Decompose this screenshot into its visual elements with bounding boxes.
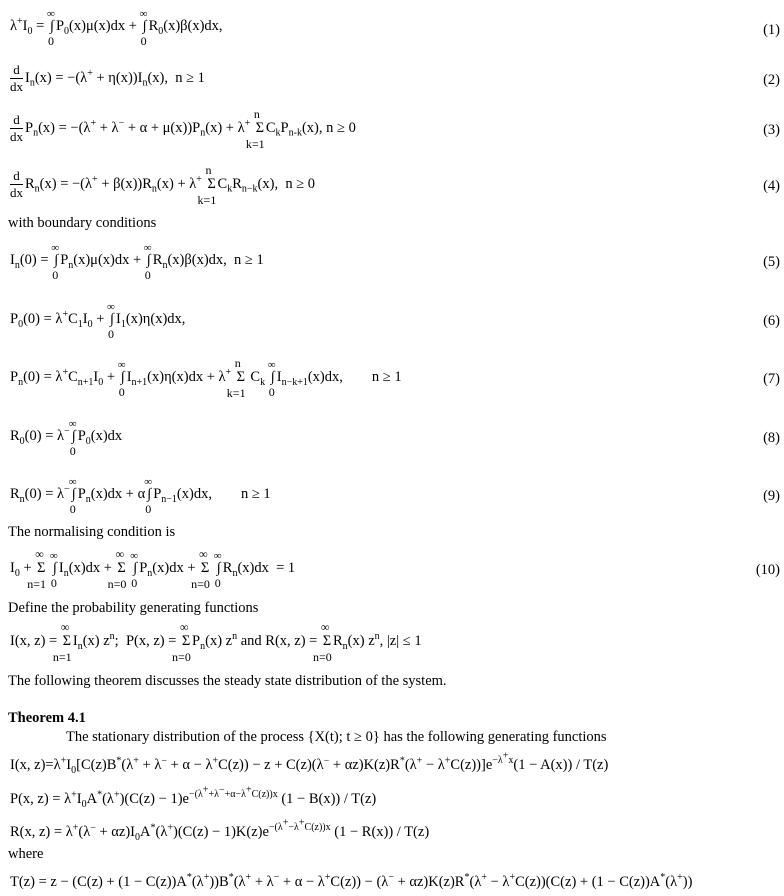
equation-8: $R_0(0) = \lambda^-$ ∫ ∞ 0 $P_0(x)dx$ — [10, 418, 123, 458]
gf-R: R(x, $z) = \lambda^+(\lambda^- + \alpha z)I_0A^*(\lambda^+)(C(z) - 1)K(z)e^{-(\lambda^+-\lambda^+C(z))x}$ (1 − R(x)) / T(z) — [10, 818, 430, 844]
equation-number: (5) — [763, 254, 780, 270]
equation-number: (3) — [763, 122, 780, 138]
equation-4: $\frac{d}{dx}$ $R_n(x) = -(\lambda^+ + \beta(x))R_n(x) + \lambda^+$ Σ n k=1 $C_kR_{n-k}(x)$, n ≥ 0 — [10, 162, 316, 207]
equation-1: $\lambda^+I_0$ = ∫ ∞ 0 $P_0(x)\mu(x)dx$ + ∫ ∞ 0 $R_0(x)\beta(x)dx$, — [10, 8, 223, 48]
equation-number: (8) — [763, 430, 780, 446]
gf-T: T(z) = z − (C(z) + (1 − C(z))A*(λ+))B*(λ+ + λ− + α − λ+C(z)) − (λ− + αz)K(z)R*(λ+ − λ+C(z))(C(z) + (1 − C(z))A*(λ+)) — [10, 872, 693, 890]
text-normalising: The normalising condition is — [8, 524, 176, 540]
equation-10: $I_0 + \Sigma$ ∞ n=1 ∫ ∞ 0 $I_n(x)dx + \Sigma$ ∞ n=0 ∫ ∞ 0 $P_n(x)dx + \Sigma$ ∞ n=0 ∫ ∞ 0 $R_n(x)dx = 1$ — [10, 547, 296, 591]
text-where: where — [8, 846, 44, 862]
theorem-title: Theorem 4.1 — [8, 710, 86, 726]
gf-I: I(x, $z)=\lambda^+I_0[C(z)B^*(\lambda^+ + \lambda^- + \alpha - \lambda^+C(z)) - z + C(z)(\lambda^- + \alpha z)K(z)R^*(\lambda^+ - \lambda^+C(z))]e^{-\lambda^+x}(1 - A(x)) / T(z)$ — [10, 751, 609, 777]
equation-7: $P_n(0) = \lambda^+C_{n+1}I_0$ + ∫ ∞ 0 $I_{n+1}(x)\eta(x)dx + \lambda^+$ Σ n k=1 $C_k$ ∫ ∞ 0 $I_{n-k+1}(x)dx$, n ≥ 1 — [10, 356, 402, 400]
equation-6: $P_0(0) = \lambda^+C_1I_0$ + ∫ ∞ 0 $I_1(x)\eta(x)dx$, — [10, 301, 186, 341]
equation-2: $\frac{d}{dx}$ $I_n(x) = -(\lambda^+ + \eta(x))I_n(x)$, n ≥ 1 — [10, 62, 205, 94]
equation-number: (7) — [763, 371, 780, 387]
equation-number: (10) — [755, 562, 780, 578]
equation-3: $\frac{d}{dx}$ $P_n(x) = -(\lambda^+ + \lambda^- + \alpha + \mu(x))P_n(x) + \lambda^+$ Σ n k=1 $C_kP_{n-k}(x)$, n ≥ 0 — [10, 106, 356, 151]
text-boundary: with boundary conditions — [8, 215, 157, 231]
equation-9: $R_n(0) = \lambda^-$ ∫ ∞ 0 $P_n(x)dx + \alpha$ ∫ ∞ 0 $P_{n-1}(x)dx$, n ≥ 1 — [10, 476, 271, 516]
equation-5: $I_n(0)$ = ∫ ∞ 0 $P_n(x)\mu(x)dx$ + ∫ ∞ 0 $R_n(x)\beta(x)dx$, n ≥ 1 — [10, 242, 264, 282]
gf-P: P(x, $z) = \lambda^+I_0A^*(\lambda^+)(C(z) - 1)e^{-(\lambda^++\lambda^-+\alpha-\lambda^+C(z))x}$ (1 − B(x)) / T(z) — [10, 785, 377, 811]
pgf-definitions: I(x, z) = Σ ∞ n=1 $I_n(x)$ $z^n$; P(x, z) = Σ ∞ n=0 $P_n(x)$ $z^n$ and R(x, z) = Σ ∞ n=0 $R_n(x)$ $z^n$, |z| ≤ 1 — [10, 620, 422, 664]
equation-number: (1) — [763, 22, 780, 38]
equation-number: (4) — [763, 178, 780, 194]
equation-number: (2) — [763, 72, 780, 88]
theorem-body: The stationary distribution of the process {X(t); t ≥ 0} has the following generating functions — [66, 729, 607, 745]
text-define: Define the probability generating functions — [8, 600, 259, 616]
equation-number: (6) — [763, 313, 780, 329]
text-theorem-intro: The following theorem discusses the steady state distribution of the system. — [8, 673, 447, 689]
equation-number: (9) — [763, 488, 780, 504]
